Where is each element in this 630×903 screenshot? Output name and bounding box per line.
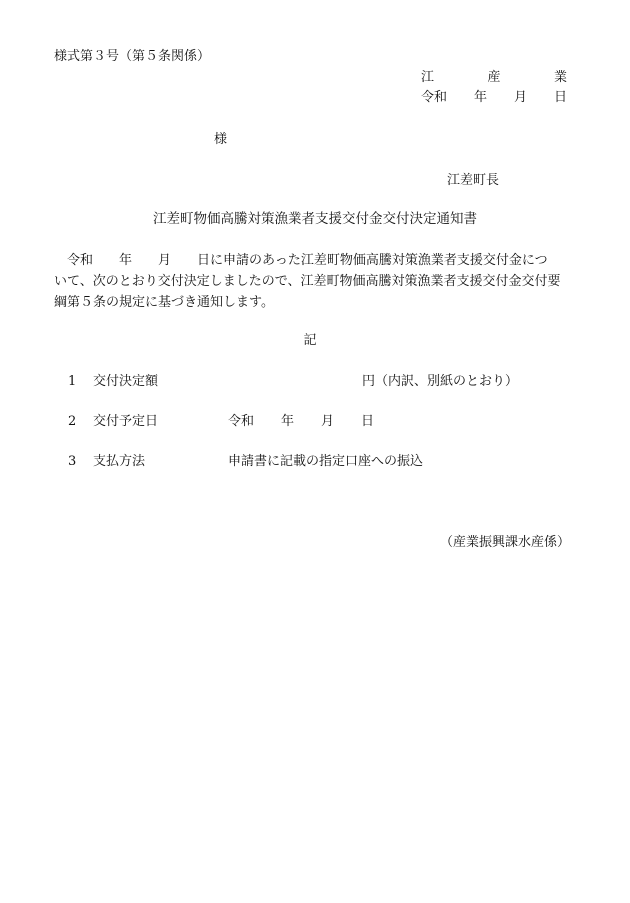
form-number: 様式第３号（第５条関係）: [54, 49, 211, 64]
body-line: 綱第５条の規定に基づき通知します。: [54, 295, 274, 310]
date-year: 年: [280, 414, 294, 429]
body-line: いて、次のとおり交付決定しましたので、江差町物価高騰対策漁業者支援交付金交付要: [54, 274, 561, 289]
date-month: 月: [320, 414, 334, 429]
date-era: 令和: [421, 90, 448, 105]
date-year: 年: [473, 90, 487, 105]
sender-name: 江差町長: [447, 173, 500, 188]
item-number: 2: [68, 414, 77, 429]
document-title: 江差町物価高騰対策漁業者支援交付金交付決定通知書: [153, 211, 477, 227]
recipient-honorific: 様: [214, 132, 228, 147]
document-code: [421, 71, 567, 84]
department-note: （産業振興課水産係）: [440, 535, 571, 550]
date-day: 日: [360, 414, 374, 429]
date-era: 令和: [228, 414, 255, 429]
item-value-payment-date: [228, 415, 374, 428]
issue-date: [421, 91, 567, 104]
record-heading: 記: [303, 333, 317, 348]
item-value-payment-method: 申請書に記載の指定口座への振込: [228, 454, 424, 469]
date-day: 日: [553, 90, 567, 105]
document-code-part: 江: [421, 70, 435, 85]
body-line: 令和 年 月 日に申請のあった江差町物価高騰対策漁業者支援交付金につ: [54, 253, 548, 268]
body-paragraph: [54, 250, 576, 313]
item-label-grant-amount: 交付決定額: [93, 374, 159, 389]
document-code-part: 業: [553, 70, 567, 85]
item-value-grant-amount: 円（内訳、別紙のとおり）: [362, 374, 519, 389]
item-number: 1: [68, 374, 77, 389]
date-month: 月: [513, 90, 527, 105]
item-number: 3: [68, 454, 77, 469]
item-label-payment-date: 交付予定日: [93, 414, 159, 429]
item-label-payment-method: 支払方法: [93, 454, 146, 469]
document-code-part: 産: [487, 70, 501, 85]
